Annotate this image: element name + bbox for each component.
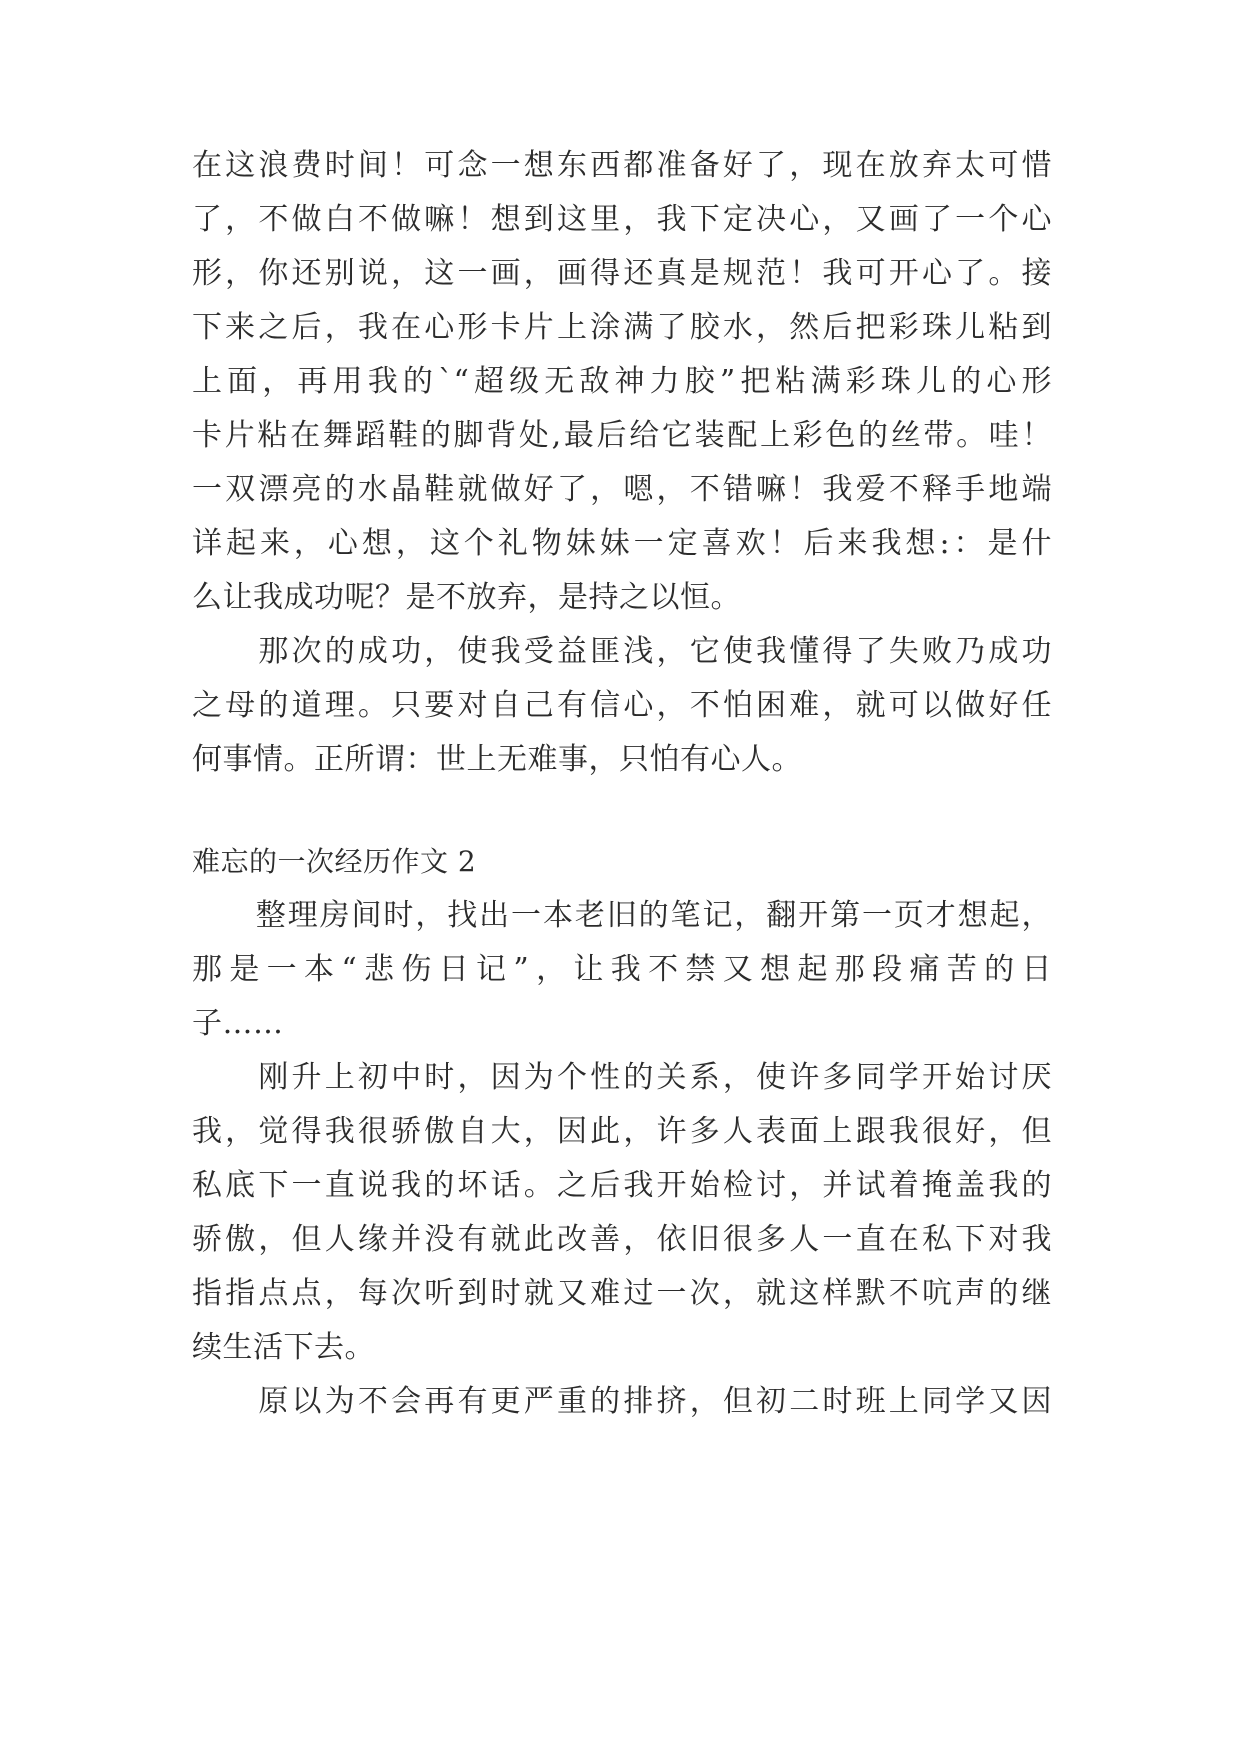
paragraph-line: 刚升上初中时，因为个性的关系，使许多同学开始讨厌	[192, 1060, 1052, 1095]
section-title: 难忘的一次经历作文 2	[192, 845, 477, 878]
paragraph-line: 一双漂亮的水晶鞋就做好了，嗯，不错嘛！我爱不释手地端	[192, 472, 1052, 507]
paragraph-line: 了，不做白不做嘛！想到这里，我下定决心，又画了一个心	[192, 202, 1052, 237]
paragraph-line: 下来之后，我在心形卡片上涂满了胶水，然后把彩珠儿粘到	[192, 310, 1052, 345]
paragraph-line: 之母的道理。只要对自己有信心，不怕困难，就可以做好任	[192, 688, 1052, 723]
paragraph-line: 整理房间时，找出一本老旧的笔记，翻开第一页才想起，	[192, 898, 1052, 933]
paragraph-line: 子……	[192, 1006, 284, 1041]
paragraph-line: 那次的成功，使我受益匪浅，它使我懂得了失败乃成功	[192, 634, 1052, 669]
paragraph-line: 那是一本“悲伤日记”，让我不禁又想起那段痛苦的日	[192, 952, 1052, 987]
paragraph-line: 我，觉得我很骄傲自大，因此，许多人表面上跟我很好，但	[192, 1114, 1052, 1149]
paragraph-line: 骄傲，但人缘并没有就此改善，依旧很多人一直在私下对我	[192, 1222, 1052, 1257]
paragraph-line: 详起来，心想，这个礼物妹妹一定喜欢！后来我想:：是什	[192, 526, 1052, 561]
paragraph-line: 续生活下去。	[192, 1330, 375, 1365]
paragraph-line: 原以为不会再有更严重的排挤，但初二时班上同学又因	[192, 1384, 1052, 1419]
paragraph-line: 指指点点，每次听到时就又难过一次，就这样默不吭声的继	[192, 1276, 1052, 1311]
paragraph-line: 上面，再用我的`“超级无敌神力胶”把粘满彩珠儿的心形	[192, 364, 1052, 399]
paragraph-line: 卡片粘在舞蹈鞋的脚背处,最后给它装配上彩色的丝带。哇！	[192, 418, 1052, 453]
paragraph-line: 私底下一直说我的坏话。之后我开始检讨，并试着掩盖我的	[192, 1168, 1052, 1203]
paragraph-line: 么让我成功呢？是不放弃，是持之以恒。	[192, 580, 741, 615]
paragraph-line: 何事情。正所谓：世上无难事，只怕有心人。	[192, 742, 802, 777]
paragraph-line: 在这浪费时间！可念一想东西都准备好了，现在放弃太可惜	[192, 148, 1052, 183]
paragraph-line: 形，你还别说，这一画，画得还真是规范！我可开心了。接	[192, 256, 1052, 291]
